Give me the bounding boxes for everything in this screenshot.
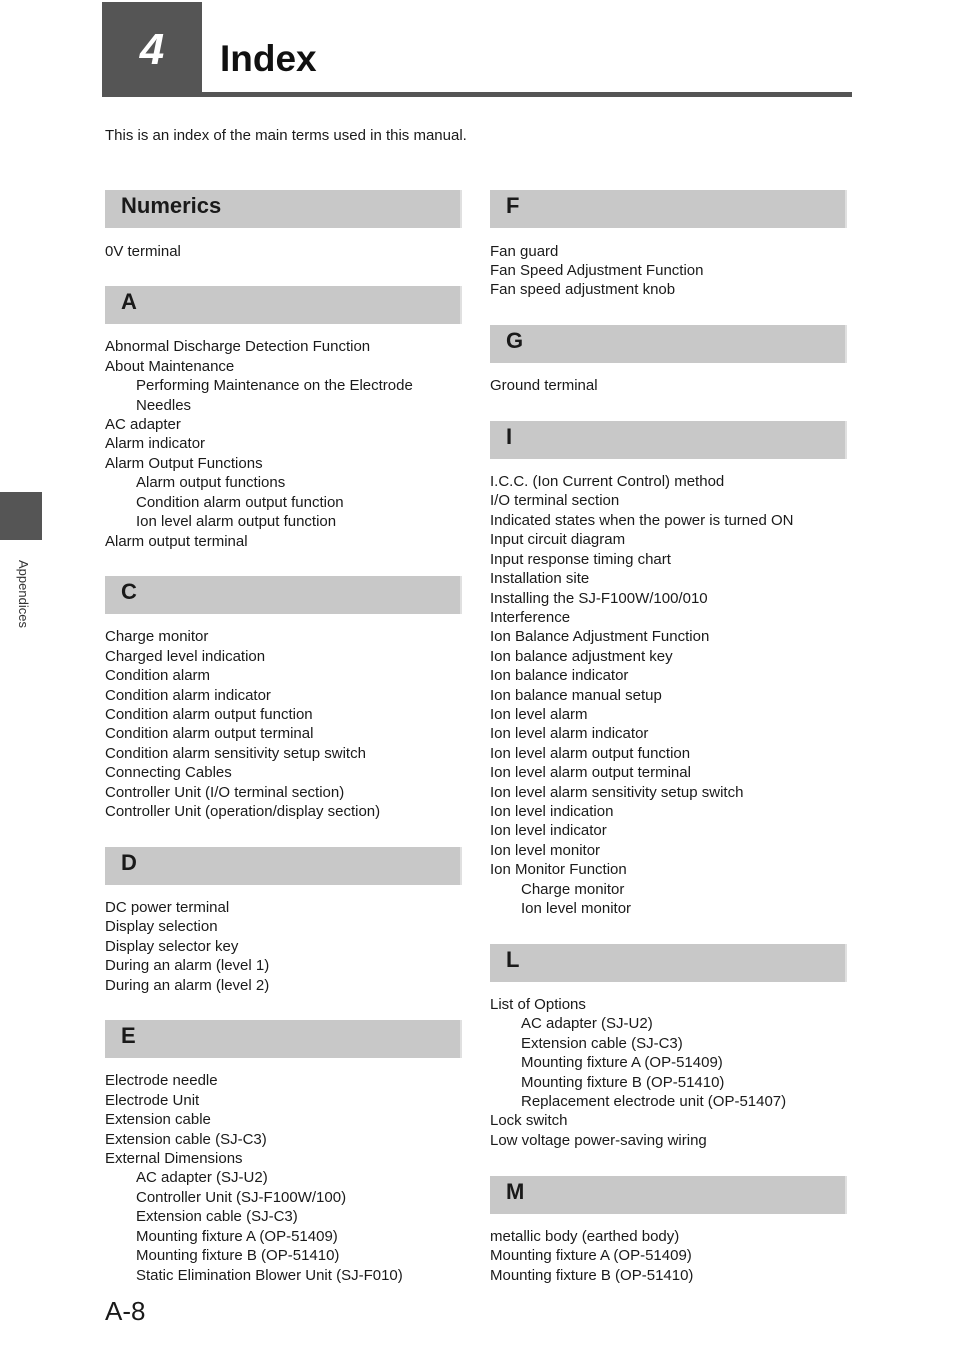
index-entry[interactable]: Condition alarm indicator: [105, 687, 271, 704]
index-subentry[interactable]: Performing Maintenance on the Electrode: [136, 377, 413, 394]
index-entry[interactable]: List of Options: [490, 996, 586, 1013]
index-entry[interactable]: Fan speed adjustment knob: [490, 281, 676, 298]
index-entry[interactable]: Interference: [490, 609, 571, 626]
index-entry[interactable]: Ion level indication: [490, 803, 614, 820]
index-entry[interactable]: Extension cable (SJ-C3): [105, 1131, 267, 1148]
page-number: A-8: [105, 1296, 146, 1326]
section-heading-l: L: [490, 944, 847, 982]
index-entry[interactable]: AC adapter: [105, 416, 181, 433]
index-subentry[interactable]: Ion level monitor: [521, 900, 632, 917]
index-subentry[interactable]: Ion level alarm output function: [136, 513, 337, 530]
index-subentry[interactable]: Charge monitor: [521, 881, 625, 898]
index-entry[interactable]: Controller Unit (operation/display section): [105, 803, 381, 820]
index-entry[interactable]: Mounting fixture A (OP-51409): [490, 1247, 692, 1264]
index-entry[interactable]: Ion balance adjustment key: [490, 648, 673, 665]
index-entry[interactable]: I.C.C. (Ion Current Control) method: [490, 473, 725, 490]
chapter-number: 4: [139, 24, 165, 74]
title-rule: [202, 92, 852, 97]
index-entry[interactable]: DC power terminal: [105, 899, 230, 916]
index-entry[interactable]: During an alarm (level 1): [105, 957, 270, 974]
index-subentry[interactable]: Extension cable (SJ-C3): [136, 1208, 298, 1225]
index-entry[interactable]: Extension cable: [105, 1111, 211, 1128]
index-entry[interactable]: Display selector key: [105, 938, 239, 955]
index-subentry[interactable]: AC adapter (SJ-U2): [136, 1169, 268, 1186]
index-subentry[interactable]: Controller Unit (SJ-F100W/100): [136, 1189, 347, 1206]
chapter-number-box: [102, 2, 202, 97]
index-subentry[interactable]: Static Elimination Blower Unit (SJ-F010): [136, 1267, 403, 1284]
index-entry[interactable]: Ion level indicator: [490, 822, 607, 839]
index-entry[interactable]: Installation site: [490, 570, 590, 587]
index-subentry[interactable]: Needles: [136, 397, 192, 414]
index-entry[interactable]: Ion level alarm: [490, 706, 588, 723]
index-entry[interactable]: Input response timing chart: [490, 551, 671, 568]
index-entry[interactable]: Connecting Cables: [105, 764, 232, 781]
index-entry[interactable]: I/O terminal section: [490, 492, 620, 509]
index-entry[interactable]: Input circuit diagram: [490, 531, 626, 548]
section-heading-numerics: Numerics: [105, 190, 462, 228]
index-entry[interactable]: Condition alarm: [105, 667, 211, 684]
index-entry[interactable]: Electrode Unit: [105, 1092, 200, 1109]
section-heading-a: A: [105, 286, 462, 324]
index-entry[interactable]: Charge monitor: [105, 628, 209, 645]
index-subentry[interactable]: Extension cable (SJ-C3): [521, 1035, 683, 1052]
section-heading-c: C: [105, 576, 462, 614]
section-heading-m: M: [490, 1176, 847, 1214]
section-heading-g: G: [490, 325, 847, 363]
index-entry[interactable]: Controller Unit (I/O terminal section): [105, 784, 345, 801]
index-entry[interactable]: Lock switch: [490, 1112, 568, 1129]
index-entry[interactable]: Alarm indicator: [105, 435, 206, 452]
index-subentry[interactable]: Replacement electrode unit (OP-51407): [521, 1093, 787, 1110]
intro-text: This is an index of the main terms used in this manual.: [105, 127, 467, 144]
index-entry[interactable]: During an alarm (level 2): [105, 977, 270, 994]
section-heading-f: F: [490, 190, 847, 228]
index-entry[interactable]: Ion level alarm indicator: [490, 725, 649, 742]
index-subentry[interactable]: Mounting fixture B (OP-51410): [521, 1074, 725, 1091]
index-subentry[interactable]: Mounting fixture A (OP-51409): [521, 1054, 723, 1071]
index-entry[interactable]: Installing the SJ-F100W/100/010: [490, 590, 708, 607]
index-subentry[interactable]: Alarm output functions: [136, 474, 286, 491]
index-entry[interactable]: Display selection: [105, 918, 218, 935]
index-subentry[interactable]: Condition alarm output function: [136, 494, 344, 511]
index-entry[interactable]: Ion balance manual setup: [490, 687, 662, 704]
index-entry[interactable]: Condition alarm output function: [105, 706, 313, 723]
index-entry[interactable]: About Maintenance: [105, 358, 235, 375]
index-entry[interactable]: Ion level alarm sensitivity setup switch: [490, 784, 744, 801]
index-subentry[interactable]: Mounting fixture B (OP-51410): [136, 1247, 340, 1264]
index-entry[interactable]: Condition alarm sensitivity setup switch: [105, 745, 366, 762]
index-entry[interactable]: Ion level monitor: [490, 842, 601, 859]
index-entry[interactable]: Abnormal Discharge Detection Function: [105, 338, 371, 355]
index-entry[interactable]: Charged level indication: [105, 648, 266, 665]
index-subentry[interactable]: Mounting fixture A (OP-51409): [136, 1228, 338, 1245]
page-title: Index: [220, 38, 317, 79]
index-entry[interactable]: Alarm Output Functions: [105, 455, 263, 472]
index-entry[interactable]: Ground terminal: [490, 377, 598, 394]
index-entry[interactable]: Alarm output terminal: [105, 533, 248, 550]
index-entry[interactable]: Ion Balance Adjustment Function: [490, 628, 710, 645]
section-heading-e: E: [105, 1020, 462, 1058]
section-heading-d: D: [105, 847, 462, 885]
index-entry[interactable]: Indicated states when the power is turned ON: [490, 512, 794, 529]
index-entry[interactable]: Low voltage power-saving wiring: [490, 1132, 707, 1149]
index-entry[interactable]: Mounting fixture B (OP-51410): [490, 1267, 694, 1284]
side-tab-label: Appendices: [16, 560, 31, 628]
index-entry[interactable]: Condition alarm output terminal: [105, 725, 314, 742]
section-heading-i: I: [490, 421, 847, 459]
index-entry[interactable]: Fan Speed Adjustment Function: [490, 262, 704, 279]
index-entry[interactable]: Ion Monitor Function: [490, 861, 627, 878]
index-entry[interactable]: Ion level alarm output terminal: [490, 764, 691, 781]
index-entry[interactable]: metallic body (earthed body): [490, 1228, 680, 1245]
index-entry[interactable]: External Dimensions: [105, 1150, 243, 1167]
index-subentry[interactable]: AC adapter (SJ-U2): [521, 1015, 653, 1032]
index-entry[interactable]: Ion balance indicator: [490, 667, 629, 684]
side-tab: [0, 492, 42, 540]
index-entry[interactable]: Fan guard: [490, 243, 559, 260]
index-entry[interactable]: Electrode needle: [105, 1072, 218, 1089]
index-entry[interactable]: Ion level alarm output function: [490, 745, 691, 762]
index-entry[interactable]: 0V terminal: [105, 243, 181, 260]
